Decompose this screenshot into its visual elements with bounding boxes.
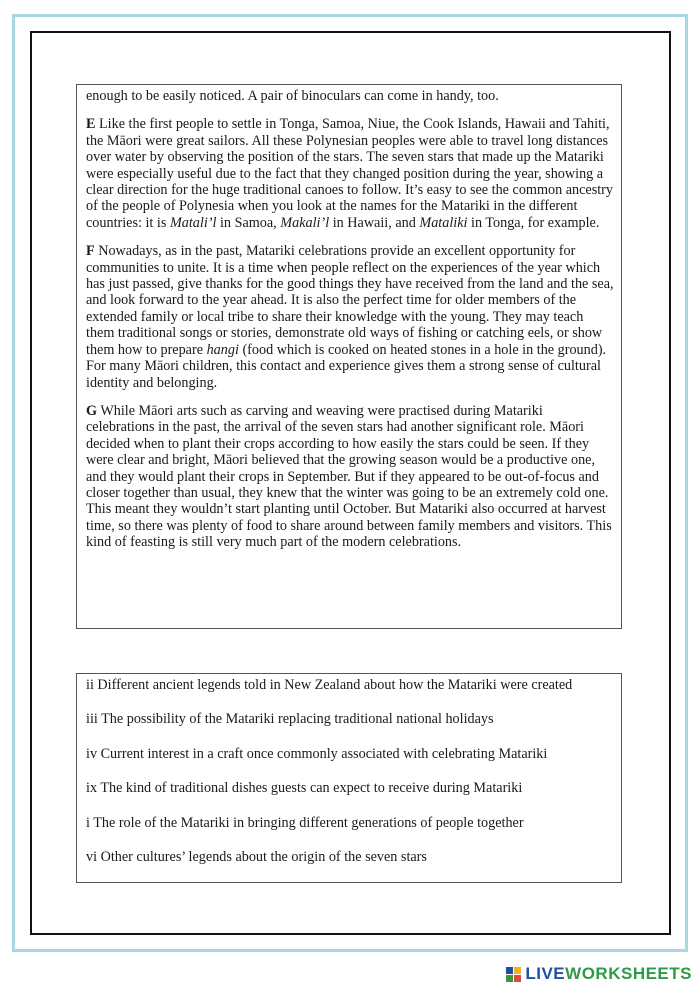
heading-option[interactable]: iii The possibility of the Matariki replacing traditional national holidays — [86, 711, 494, 728]
heading-option[interactable]: i The role of the Matariki in bringing different generations of people together — [86, 814, 524, 831]
paragraph-f — [86, 243, 614, 391]
liveworksheets-logo[interactable] — [506, 964, 692, 984]
paragraph-letter-f: F — [86, 243, 95, 260]
term-hangi: hangi — [206, 341, 239, 358]
paragraph-f-text: Nowadays, as in the past, Matariki celebrations provide an excellent opportunity for communities to unite. It is a time when people reflect on the experiences of the year which has just passed, give thanks for the good things they have received from the land and the sea, and look forward to the year ahead. It is also the perfect time for older members of the extended family or local tribe to share their knowledge with the young. They may teach them traditional songs or stories, demonstrate old ways of fishing or catching eels, or show them how to prepare — [86, 243, 614, 358]
logo-text-worksheets: WORKSHEETS — [565, 964, 692, 983]
headings-list — [76, 673, 622, 883]
paragraph-f-text: (food which is cooked on heated stones in a hole in the ground). For many Māori children, this contact and experience gives them a strong sense of cultural identity and belonging. — [86, 341, 607, 391]
paragraph-e-text: in Tonga, for example. — [467, 214, 600, 231]
paragraph-letter-e: E — [86, 116, 96, 133]
paragraph-e-text: in Hawaii, and — [329, 214, 420, 231]
paragraph-e-text: Like the first people to settle in Tonga, Samoa, Niue, the Cook Islands, Hawaii and Tahiti, the Māori were great sailors. All these Polynesian peoples were able to travel long distances over water by observing the position of the stars. The seven stars that made up the Matariki were especially useful due to the fact that they changed position during the year, showing a clear direction for the huge traditional canoes to follow. It’s easy to see the common ancestry of the people of Polynesia when you look at the names for the Matariki in the different countries: it is — [86, 116, 613, 231]
heading-option[interactable]: ix The kind of traditional dishes guests can expect to receive during Matariki — [86, 780, 523, 797]
term-hawaii: Makali’l — [280, 214, 330, 231]
heading-option[interactable]: vi Other cultures’ legends about the origin of the seven stars — [86, 849, 427, 866]
liveworksheets-icon — [506, 967, 521, 982]
paragraph-g — [86, 403, 614, 551]
term-tonga: Mataliki — [419, 214, 468, 231]
heading-option[interactable]: iv Current interest in a craft once commonly associated with celebrating Matariki — [86, 745, 548, 762]
paragraph-intro: enough to be easily noticed. A pair of binoculars can come in handy, too. — [86, 88, 499, 104]
paragraph-e-text: in Samoa, — [216, 214, 281, 231]
paragraph-e — [86, 116, 614, 231]
logo-text-live: LIVE — [525, 964, 566, 983]
heading-option[interactable]: ii Different ancient legends told in New Zealand about how the Matariki were created — [86, 677, 573, 693]
paragraph-letter-g: G — [86, 402, 98, 419]
term-samoa: Matali’l — [169, 214, 217, 231]
paragraph-g-text: While Māori arts such as carving and weaving were practised during Matariki celebrations in the past, the arrival of the seven stars had another significant role. Māori decided when to plant their crops according to how easily the stars could be seen. If they were clear and bright, Māori believed that the growing season would be a productive one, and they would plant their crops in September. But if they appeared to be out-of-focus and closer together than usual, they knew that the winter was going to be an extremely cold one. This meant they wouldn’t start planting until October. But Matariki also occurred at harvest time, so there was plenty of food to share around between family members and visitors. This kind of feasting is still very much part of the modern celebrations. — [86, 402, 612, 551]
reading-passage — [76, 84, 622, 629]
